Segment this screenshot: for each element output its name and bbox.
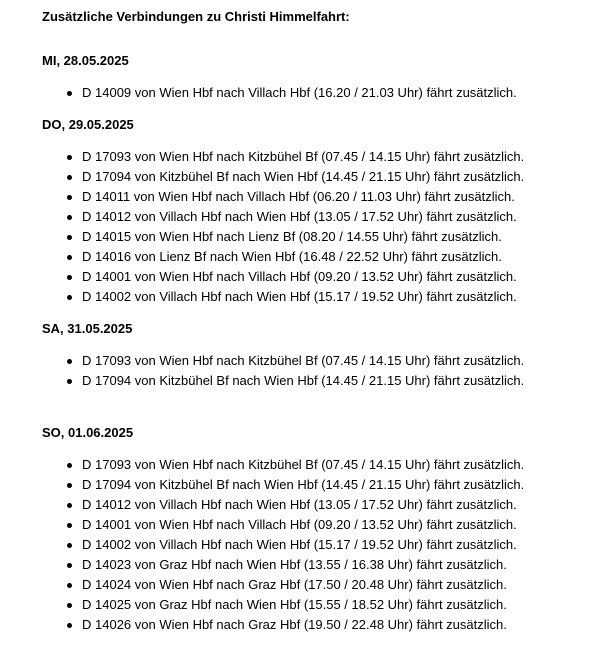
bullet-icon [67,623,72,628]
day-section-sa [42,321,602,391]
connection-text: D 17094 von Kitzbühel Bf nach Wien Hbf (14.45 / 21.15 Uhr) fährt zusätzlich. [82,373,525,388]
connection-list [42,351,602,391]
connection-text: D 17093 von Wien Hbf nach Kitzbühel Bf (07.45 / 14.15 Uhr) fährt zusätzlich. [82,353,525,368]
connection-text: D 17093 von Wien Hbf nach Kitzbühel Bf (07.45 / 14.15 Uhr) fährt zusätzlich. [82,149,525,164]
connection-item [42,475,602,495]
connection-list [42,147,602,307]
connection-text: D 14009 von Wien Hbf nach Villach Hbf (16.20 / 21.03 Uhr) fährt zusätzlich. [82,85,517,100]
connection-text: D 14002 von Villach Hbf nach Wien Hbf (15.17 / 19.52 Uhr) fährt zusätzlich. [82,537,517,552]
bullet-icon [67,275,72,280]
day-heading: SO, 01.06.2025 [42,425,134,440]
day-section-so [42,425,602,635]
bullet-icon [67,583,72,588]
connection-item [42,247,602,267]
connection-text: D 14016 von Lienz Bf nach Wien Hbf (16.48 / 22.52 Uhr) fährt zusätzlich. [82,249,502,264]
bullet-icon [67,523,72,528]
bullet-icon [67,235,72,240]
connection-text: D 14001 von Wien Hbf nach Villach Hbf (09.20 / 13.52 Uhr) fährt zusätzlich. [82,517,517,532]
connection-text: D 14002 von Villach Hbf nach Wien Hbf (15.17 / 19.52 Uhr) fährt zusätzlich. [82,289,517,304]
bullet-icon [67,359,72,364]
bullet-icon [67,603,72,608]
connection-text: D 14012 von Villach Hbf nach Wien Hbf (13.05 / 17.52 Uhr) fährt zusätzlich. [82,497,517,512]
connection-item [42,575,602,595]
bullet-icon [67,215,72,220]
page-title: Zusätzliche Verbindungen zu Christi Himmelfahrt: [42,9,350,24]
connection-text: D 14023 von Graz Hbf nach Wien Hbf (13.55 / 16.38 Uhr) fährt zusätzlich. [82,557,507,572]
connection-list [42,83,602,103]
bullet-icon [67,543,72,548]
connection-text: D 14026 von Wien Hbf nach Graz Hbf (19.50 / 22.48 Uhr) fährt zusätzlich. [82,617,507,632]
connection-item [42,187,602,207]
connection-text: D 14011 von Wien Hbf nach Villach Hbf (06.20 / 11.03 Uhr) fährt zusätzlich. [82,189,515,204]
connection-text: D 14001 von Wien Hbf nach Villach Hbf (09.20 / 13.52 Uhr) fährt zusätzlich. [82,269,517,284]
connection-text: D 17093 von Wien Hbf nach Kitzbühel Bf (07.45 / 14.15 Uhr) fährt zusätzlich. [82,457,525,472]
connection-text: D 14025 von Graz Hbf nach Wien Hbf (15.55 / 18.52 Uhr) fährt zusätzlich. [82,597,507,612]
bullet-icon [67,483,72,488]
bullet-icon [67,379,72,384]
bullet-icon [67,175,72,180]
connection-text: D 17094 von Kitzbühel Bf nach Wien Hbf (14.45 / 21.15 Uhr) fährt zusätzlich. [82,169,525,184]
connection-item [42,615,602,635]
connection-item [42,371,602,391]
bullet-icon [67,195,72,200]
day-heading: MI, 28.05.2025 [42,53,129,68]
connection-item [42,535,602,555]
connection-text: D 14012 von Villach Hbf nach Wien Hbf (13.05 / 17.52 Uhr) fährt zusätzlich. [82,209,517,224]
connection-item [42,495,602,515]
connection-text: D 17094 von Kitzbühel Bf nach Wien Hbf (14.45 / 21.15 Uhr) fährt zusätzlich. [82,477,525,492]
connection-item [42,595,602,615]
connection-item [42,167,602,187]
bullet-icon [67,503,72,508]
connection-item [42,207,602,227]
connection-item [42,227,602,247]
day-heading: SA, 31.05.2025 [42,321,133,336]
bullet-icon [67,463,72,468]
connection-item [42,147,602,167]
connection-item [42,83,602,103]
connection-list [42,455,602,635]
document-body [42,9,602,635]
day-heading: DO, 29.05.2025 [42,117,134,132]
bullet-icon [67,155,72,160]
day-section-do [42,117,602,307]
connection-text: D 14015 von Wien Hbf nach Lienz Bf (08.20 / 14.55 Uhr) fährt zusätzlich. [82,229,502,244]
connection-item [42,555,602,575]
connection-item [42,267,602,287]
bullet-icon [67,295,72,300]
day-section-mi [42,53,602,103]
connection-item [42,351,602,371]
bullet-icon [67,91,72,96]
bullet-icon [67,255,72,260]
bullet-icon [67,563,72,568]
connection-item [42,455,602,475]
connection-text: D 14024 von Wien Hbf nach Graz Hbf (17.50 / 20.48 Uhr) fährt zusätzlich. [82,577,507,592]
connection-item [42,287,602,307]
connection-item [42,515,602,535]
